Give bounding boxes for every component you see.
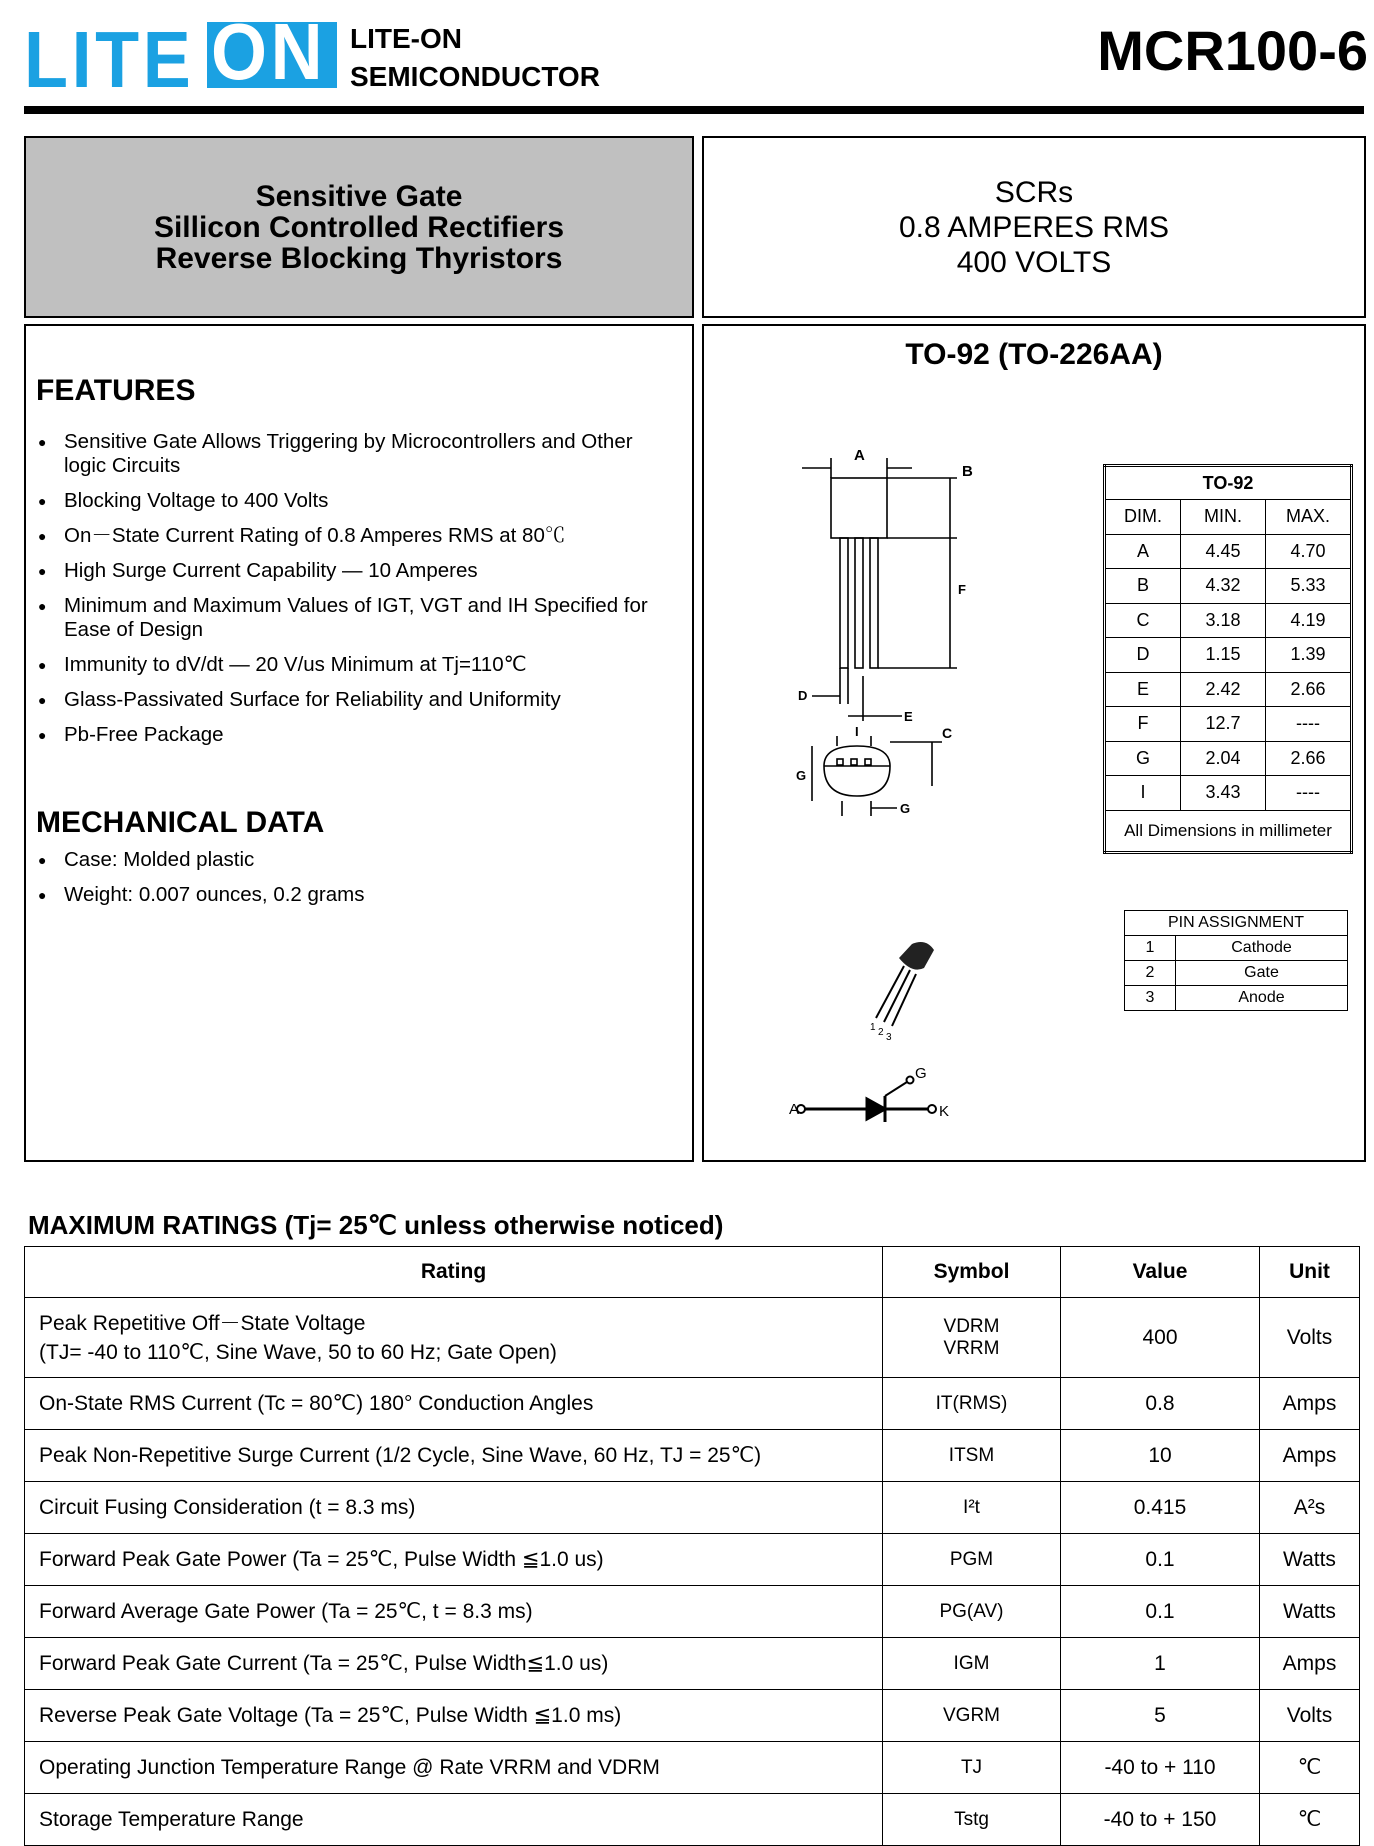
unit-cell: Watts bbox=[1260, 1586, 1360, 1638]
dim-table-header: MAX. bbox=[1266, 500, 1352, 535]
dim-cell: 3.18 bbox=[1181, 603, 1266, 638]
pin-cell: 2 bbox=[1125, 961, 1176, 986]
feature-item: ● Pb-Free Package bbox=[38, 723, 678, 747]
dim-cell: 4.32 bbox=[1181, 569, 1266, 604]
company-line-1: LITE-ON bbox=[350, 23, 462, 54]
dim-cell: 2.66 bbox=[1266, 672, 1352, 707]
features-box bbox=[24, 324, 694, 1162]
pin-cell: 1 bbox=[1125, 936, 1176, 961]
ratings-row bbox=[25, 1794, 1360, 1846]
dim-cell: 2.66 bbox=[1266, 741, 1352, 776]
symbol-anode-label: A bbox=[789, 1101, 800, 1118]
pin-assignment-table bbox=[1124, 910, 1348, 1011]
dim-cell: B bbox=[1105, 569, 1181, 604]
package-title: TO-92 (TO-226AA) bbox=[905, 338, 1163, 371]
ratings-row bbox=[25, 1482, 1360, 1534]
ratings-header: Value bbox=[1061, 1247, 1260, 1298]
feature-item: ● Immunity to dV/dt — 20 V/us Minimum at Tj=110℃ bbox=[38, 653, 678, 677]
rating-cell: On-State RMS Current (Tc = 80℃) 180° Conduction Angles bbox=[25, 1378, 883, 1430]
rating-cell: Forward Peak Gate Power (Ta = 25℃, Pulse Width ≦1.0 us) bbox=[25, 1534, 883, 1586]
symbol-cell: IGM bbox=[883, 1638, 1061, 1690]
value-cell: 0.1 bbox=[1061, 1586, 1260, 1638]
ratings-row bbox=[25, 1534, 1360, 1586]
symbol-cell: PGM bbox=[883, 1534, 1061, 1586]
rating-cell: Forward Peak Gate Current (Ta = 25℃, Pulse Width≦1.0 us) bbox=[25, 1638, 883, 1690]
ratings-heading: MAXIMUM RATINGS (Tj= 25℃ unless otherwise noticed) bbox=[28, 1210, 724, 1240]
dim-label-c: C bbox=[942, 725, 953, 741]
dim-table-title: TO-92 bbox=[1105, 466, 1352, 500]
dim-cell: E bbox=[1105, 672, 1181, 707]
ratings-row bbox=[25, 1298, 1360, 1378]
symbol-cell: I²t bbox=[883, 1482, 1061, 1534]
ratings-table bbox=[24, 1246, 1360, 1846]
scr-symbol bbox=[789, 1066, 949, 1126]
dim-cell: F bbox=[1105, 707, 1181, 742]
rating-cell: Peak Non-Repetitive Surge Current (1/2 Cycle, Sine Wave, 60 Hz, TJ = 25℃) bbox=[25, 1430, 883, 1482]
unit-cell: Watts bbox=[1260, 1534, 1360, 1586]
company-line-2: SEMICONDUCTOR bbox=[350, 61, 600, 92]
symbol-text: VDRM bbox=[943, 1315, 1000, 1337]
mechanical-item: ● Weight: 0.007 ounces, 0.2 grams bbox=[38, 883, 678, 907]
ratings-header: Unit bbox=[1260, 1247, 1360, 1298]
dim-row bbox=[1105, 672, 1352, 707]
dim-label-g-left: G bbox=[796, 768, 807, 783]
spec-line-1: SCRs bbox=[994, 175, 1074, 209]
symbol-cell: ITSM bbox=[883, 1430, 1061, 1482]
unit-cell: Amps bbox=[1260, 1638, 1360, 1690]
features-heading: FEATURES bbox=[36, 374, 196, 407]
symbol-cell: VGRM bbox=[883, 1690, 1061, 1742]
ratings-row bbox=[25, 1430, 1360, 1482]
logo-on-text: ON bbox=[211, 7, 327, 96]
dim-table-header: DIM. bbox=[1105, 500, 1181, 535]
feature-item: ● On－State Current Rating of 0.8 Amperes RMS at 80℃ bbox=[38, 524, 678, 548]
dim-cell: 12.7 bbox=[1181, 707, 1266, 742]
value-cell: -40 to + 150 bbox=[1061, 1794, 1260, 1846]
mechanical-item: ● Case: Molded plastic bbox=[38, 848, 678, 872]
package-box bbox=[702, 324, 1366, 1162]
company-name bbox=[350, 20, 600, 96]
title-line-3: Reverse Blocking Thyristors bbox=[155, 241, 563, 275]
rating-text: Peak Repetitive Off－State Voltage bbox=[39, 1311, 366, 1335]
title-line-2: Sillicon Controlled Rectifiers bbox=[153, 210, 565, 244]
unit-cell: Volts bbox=[1260, 1298, 1360, 1378]
unit-cell: ℃ bbox=[1260, 1794, 1360, 1846]
pin-row bbox=[1125, 936, 1348, 961]
dim-label-b: B bbox=[962, 463, 973, 480]
rating-cell bbox=[25, 1298, 883, 1378]
ratings-row bbox=[25, 1690, 1360, 1742]
symbol-cell: PG(AV) bbox=[883, 1586, 1061, 1638]
dim-row bbox=[1105, 776, 1352, 811]
feature-item: ● Sensitive Gate Allows Triggering by Microcontrollers and Other logic Circuits bbox=[38, 430, 678, 478]
dim-label-g-bottom: G bbox=[900, 801, 911, 816]
value-cell: -40 to + 110 bbox=[1061, 1742, 1260, 1794]
ratings-header: Rating bbox=[25, 1247, 883, 1298]
dim-label-f: F bbox=[958, 582, 966, 597]
unit-cell: ℃ bbox=[1260, 1742, 1360, 1794]
value-cell: 10 bbox=[1061, 1430, 1260, 1482]
pin-number-1: 1 bbox=[870, 1022, 876, 1033]
unit-cell: Amps bbox=[1260, 1430, 1360, 1482]
ratings-header: Symbol bbox=[883, 1247, 1061, 1298]
dim-label-i: I bbox=[855, 724, 859, 739]
part-number: MCR100-6 bbox=[1097, 19, 1368, 82]
pin-row bbox=[1125, 961, 1348, 986]
value-cell: 0.415 bbox=[1061, 1482, 1260, 1534]
symbol-gate-label: G bbox=[915, 1066, 927, 1082]
ratings-row bbox=[25, 1742, 1360, 1794]
mechanical-heading: MECHANICAL DATA bbox=[36, 806, 325, 839]
rating-cell: Forward Average Gate Power (Ta = 25℃, t = 8.3 ms) bbox=[25, 1586, 883, 1638]
pin-cell: Cathode bbox=[1176, 936, 1348, 961]
ratings-row bbox=[25, 1378, 1360, 1430]
symbol-cell: IT(RMS) bbox=[883, 1378, 1061, 1430]
feature-item: ● Minimum and Maximum Values of IGT, VGT and IH Specified for Ease of Design bbox=[38, 594, 678, 642]
mechanical-list bbox=[38, 848, 678, 918]
pin-row bbox=[1125, 986, 1348, 1011]
value-cell: 400 bbox=[1061, 1298, 1260, 1378]
unit-cell: Amps bbox=[1260, 1378, 1360, 1430]
dim-label-e: E bbox=[904, 709, 913, 724]
pin-table-title: PIN ASSIGNMENT bbox=[1125, 911, 1348, 936]
dim-cell: C bbox=[1105, 603, 1181, 638]
rating-text: (TJ= -40 to 110℃, Sine Wave, 50 to 60 Hz; Gate Open) bbox=[39, 1340, 557, 1364]
value-cell: 0.8 bbox=[1061, 1378, 1260, 1430]
dim-cell: 1.15 bbox=[1181, 638, 1266, 673]
pin-cell: 3 bbox=[1125, 986, 1176, 1011]
dim-row bbox=[1105, 534, 1352, 569]
logo-lite-text: LITE bbox=[24, 15, 195, 104]
pin-cell: Gate bbox=[1176, 961, 1348, 986]
dim-cell: 4.70 bbox=[1266, 534, 1352, 569]
symbol-cathode-label: K bbox=[939, 1103, 949, 1120]
dim-cell: 2.42 bbox=[1181, 672, 1266, 707]
spec-box bbox=[702, 136, 1366, 318]
pin-number-3: 3 bbox=[886, 1032, 892, 1043]
title-box bbox=[24, 136, 694, 318]
feature-item: ● Blocking Voltage to 400 Volts bbox=[38, 489, 678, 513]
ratings-row bbox=[25, 1586, 1360, 1638]
title-line-1: Sensitive Gate bbox=[255, 179, 463, 213]
dim-row bbox=[1105, 638, 1352, 673]
rating-cell: Reverse Peak Gate Voltage (Ta = 25℃, Pulse Width ≦1.0 ms) bbox=[25, 1690, 883, 1742]
dim-cell: D bbox=[1105, 638, 1181, 673]
symbol-cell: Tstg bbox=[883, 1794, 1061, 1846]
unit-cell: Volts bbox=[1260, 1690, 1360, 1742]
value-cell: 0.1 bbox=[1061, 1534, 1260, 1586]
spec-line-3: 400 VOLTS bbox=[956, 245, 1112, 279]
value-cell: 5 bbox=[1061, 1690, 1260, 1742]
feature-item: ● High Surge Current Capability — 10 Amperes bbox=[38, 559, 678, 583]
dimension-table bbox=[1103, 464, 1353, 854]
dim-table-header: MIN. bbox=[1181, 500, 1266, 535]
dim-row bbox=[1105, 707, 1352, 742]
rating-cell: Circuit Fusing Consideration (t = 8.3 ms) bbox=[25, 1482, 883, 1534]
dim-row bbox=[1105, 569, 1352, 604]
package-outline-drawing bbox=[782, 446, 1012, 886]
pin-cell: Anode bbox=[1176, 986, 1348, 1011]
dim-label-a: A bbox=[854, 447, 865, 464]
dim-table-footer: All Dimensions in millimeter bbox=[1105, 810, 1352, 852]
rating-cell: Storage Temperature Range bbox=[25, 1794, 883, 1846]
pin-number-2: 2 bbox=[878, 1027, 884, 1038]
dim-cell: 4.45 bbox=[1181, 534, 1266, 569]
symbol-cell: TJ bbox=[883, 1742, 1061, 1794]
dim-cell: ---- bbox=[1266, 776, 1352, 811]
rating-cell: Operating Junction Temperature Range @ Rate VRRM and VDRM bbox=[25, 1742, 883, 1794]
dim-row bbox=[1105, 603, 1352, 638]
symbol-text: VRRM bbox=[943, 1337, 1000, 1359]
dim-cell: G bbox=[1105, 741, 1181, 776]
value-cell: 1 bbox=[1061, 1638, 1260, 1690]
dim-cell: 5.33 bbox=[1266, 569, 1352, 604]
dim-cell: ---- bbox=[1266, 707, 1352, 742]
dim-cell: 2.04 bbox=[1181, 741, 1266, 776]
header-rule bbox=[24, 106, 1364, 114]
feature-item: ● Glass-Passivated Surface for Reliability and Uniformity bbox=[38, 688, 678, 712]
dim-label-d: D bbox=[798, 688, 808, 703]
symbol-cell bbox=[883, 1298, 1061, 1378]
dim-cell: I bbox=[1105, 776, 1181, 811]
dim-cell: 4.19 bbox=[1266, 603, 1352, 638]
package-3d-view bbox=[854, 936, 954, 1046]
unit-cell: A²s bbox=[1260, 1482, 1360, 1534]
dim-row bbox=[1105, 741, 1352, 776]
dim-cell: A bbox=[1105, 534, 1181, 569]
spec-line-2: 0.8 AMPERES RMS bbox=[898, 210, 1170, 244]
logo-on-block bbox=[207, 7, 337, 96]
dim-cell: 3.43 bbox=[1181, 776, 1266, 811]
features-list bbox=[38, 430, 678, 758]
ratings-row bbox=[25, 1638, 1360, 1690]
dim-cell: 1.39 bbox=[1266, 638, 1352, 673]
